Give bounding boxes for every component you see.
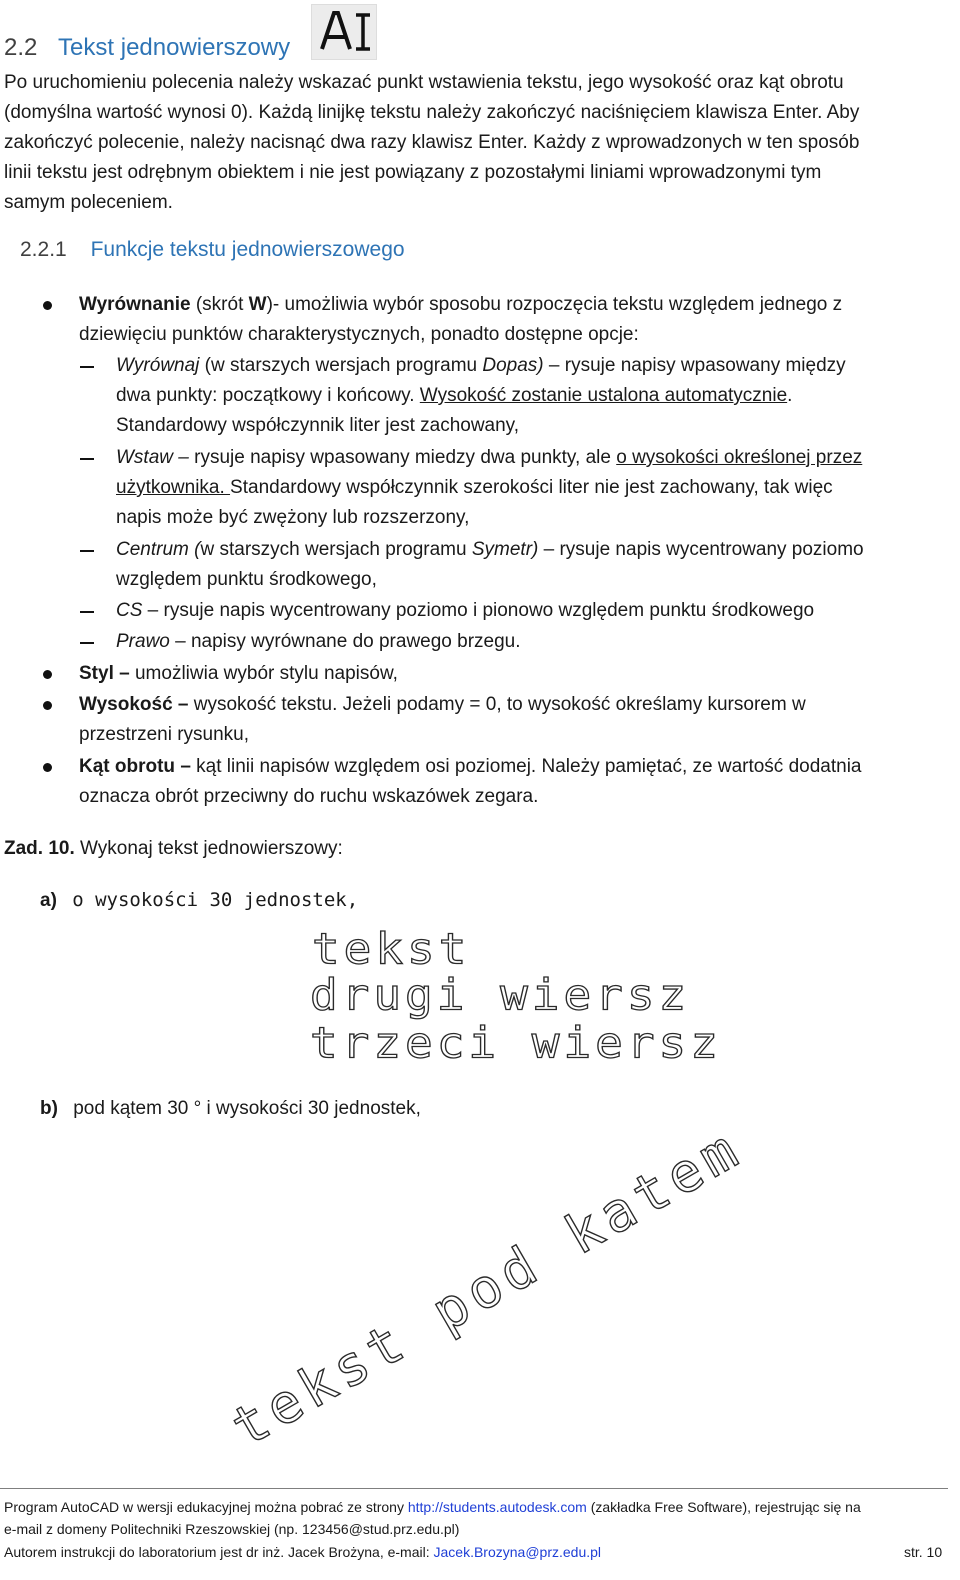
- footer-line-1: [4, 1496, 861, 1518]
- cad-line-3: trzeci wiersz: [310, 1019, 722, 1069]
- cad-example-b: [220, 1115, 780, 1490]
- subsection-number: 2.2.1: [20, 238, 67, 261]
- dash-marker: [80, 642, 94, 644]
- text-span: – rysuje napisy wpasowany między: [543, 355, 846, 376]
- cad-line-2: drugi wiersz: [310, 971, 691, 1021]
- option-wyrownaj-line-1: [116, 351, 846, 381]
- option-wstaw-line-1: [116, 443, 862, 473]
- bullet-kat-line-1: [79, 752, 862, 782]
- underlined-text: o wysokości określonej przez: [616, 447, 863, 468]
- underlined-text: użytkownika.: [116, 477, 231, 498]
- program-name: Symetr): [471, 539, 539, 560]
- text-span: .: [787, 385, 793, 406]
- text-span: (skrót: [190, 294, 249, 315]
- text-span: w starszych wersjach programu: [200, 539, 472, 560]
- term-styl: Styl –: [79, 663, 130, 684]
- dash-marker: [80, 550, 94, 552]
- option-name: Wyrównaj: [116, 355, 200, 376]
- text-span: (zakładka Free Software), rejestrując się na: [586, 1499, 861, 1515]
- bullet-wysokosc-line-1: [79, 690, 806, 720]
- option-name: CS: [116, 600, 143, 621]
- program-name: Dopas): [482, 355, 544, 376]
- intro-line-2: (domyślna wartość wynosi 0). Każdą linijkę tekstu należy zakończyć naciśnięciem klawisza Enter. Aby: [4, 102, 860, 123]
- bullet-marker: [43, 670, 52, 679]
- cad-line-1: tekst: [312, 925, 471, 975]
- text-span: wysokość tekstu. Jeżeli podamy = 0, to wysokość określamy kursorem w: [188, 694, 806, 715]
- subsection-heading: [20, 238, 405, 262]
- bullet-kat-line-2: oznacza obrót przeciwny do ruchu wskazówek zegara.: [79, 786, 539, 807]
- option-wstaw-line-2: [116, 473, 833, 503]
- key-w: W: [248, 294, 267, 315]
- subsection-title: Funkcje tekstu jednowierszowego: [90, 238, 405, 261]
- dash-marker: [80, 458, 94, 460]
- option-name: Wstaw –: [116, 447, 189, 468]
- cad-example-a: [300, 925, 722, 1075]
- section-title: Tekst jednowierszowy: [58, 34, 291, 61]
- option-name: Prawo: [116, 631, 170, 652]
- task-label: Zad. 10.: [4, 838, 75, 859]
- text-span: dwa punkty: początkowy i końcowy.: [116, 385, 420, 406]
- intro-line-5: samym poleceniem.: [4, 192, 173, 213]
- term-wysokosc: Wysokość –: [79, 694, 189, 715]
- text-span: Program AutoCAD w wersji edukacyjnej można pobrać ze strony: [4, 1499, 408, 1515]
- task-b-label: b): [40, 1098, 58, 1119]
- text-span: – napisy wyrównane do prawego brzegu.: [169, 631, 521, 652]
- email-link[interactable]: Jacek.Brozyna@prz.edu.pl: [433, 1544, 602, 1560]
- text-span: Wykonaj tekst jednowierszowy:: [74, 838, 343, 859]
- option-centrum-line-1: [116, 535, 864, 565]
- task-b-text: pod kątem 30 ° i wysokości 30 jednostek,: [73, 1098, 421, 1119]
- option-cs-line: [116, 596, 814, 626]
- bullet-wyrownanie-line-1: [79, 290, 842, 320]
- text-span: rysuje napisy wpasowany miedzy dwa punkty, ale: [188, 447, 617, 468]
- bullet-marker: [43, 701, 52, 710]
- text-span: (w starszych wersjach programu: [199, 355, 483, 376]
- page-number: str. 10: [904, 1544, 943, 1560]
- dash-marker: [80, 366, 94, 368]
- footer-line-2: e-mail z domeny Politechniki Rzeszowskiej (np. 123456@stud.prz.edu.pl): [4, 1521, 460, 1537]
- task-a-text: o wysokości 30 jednostek,: [72, 889, 359, 911]
- text-span: )- umożliwia wybór sposobu rozpoczęcia tekstu względem jednego z: [266, 294, 843, 315]
- task-b: [40, 1094, 421, 1124]
- text-span: kąt linii napisów względem osi poziomej. Należy pamiętać, ze wartość dodatnia: [190, 756, 862, 777]
- bullet-wysokosc-line-2: przestrzeni rysunku,: [79, 724, 250, 745]
- single-line-text-icon: [311, 4, 377, 60]
- option-prawo-line: [116, 627, 521, 657]
- footer-divider: [0, 1488, 948, 1489]
- intro-line-3: zakończyć polecenie, należy nacisnąć dwa razy klawisz Enter. Każdy z wprowadzonych w ten sposób: [4, 132, 860, 153]
- option-wyrownaj-line-2: [116, 381, 792, 411]
- footer-line-3: [4, 1541, 601, 1563]
- text-span: – rysuje napis wycentrowany poziomo i pionowo względem punktu środkowego: [142, 600, 815, 621]
- term-kat: Kąt obrotu –: [79, 756, 191, 777]
- text-span: umożliwia wybór stylu napisów,: [129, 663, 398, 684]
- dash-marker: [80, 611, 94, 613]
- term-wyrownanie: Wyrównanie: [79, 294, 191, 315]
- text-span: – rysuje napis wycentrowany poziomo: [538, 539, 864, 560]
- text-span: Standardowy współczynnik szerokości liter nie jest zachowany, tak więc: [230, 477, 833, 498]
- bullet-marker: [43, 763, 52, 772]
- task-a: [40, 885, 358, 916]
- bullet-wyrownanie-line-2: dziewięciu punktów charakterystycznych, ponadto dostępne opcje:: [79, 324, 639, 345]
- intro-line-4: linii tekstu jest odrębnym obiektem i nie jest powiązany z pozostałymi liniami wprowadzonymi tym: [4, 162, 822, 183]
- autodesk-link[interactable]: http://students.autodesk.com: [407, 1499, 587, 1515]
- underlined-text: Wysokość zostanie ustalona automatycznie: [419, 385, 788, 406]
- cad-rotated-text: tekst pod katem: [221, 1115, 753, 1460]
- task-heading: [4, 834, 343, 864]
- intro-line-1: Po uruchomieniu polecenia należy wskazać punkt wstawienia tekstu, jego wysokość oraz kąt obrotu: [4, 72, 844, 93]
- option-wstaw-line-3: napis może być zwężony lub rozszerzony,: [116, 507, 470, 528]
- option-centrum-line-2: względem punktu środkowego,: [116, 569, 377, 590]
- option-wyrownaj-line-3: Standardowy współczynnik liter jest zachowany,: [116, 415, 520, 436]
- section-number: 2.2: [4, 34, 38, 61]
- option-name: Centrum (: [116, 539, 201, 560]
- bullet-styl-line: [79, 659, 398, 689]
- text-span: Autorem instrukcji do laboratorium jest dr inż. Jacek Brożyna, e-mail:: [4, 1544, 434, 1560]
- section-heading: [4, 34, 290, 62]
- bullet-marker: [43, 301, 52, 310]
- task-a-label: a): [40, 890, 57, 911]
